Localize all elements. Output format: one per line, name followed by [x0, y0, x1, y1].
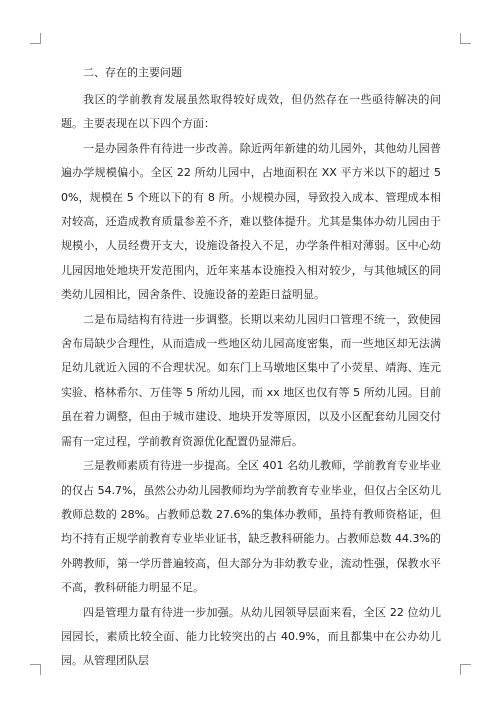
crop-mark-top-left [30, 33, 41, 44]
crop-mark-bottom-right [460, 664, 471, 675]
crop-mark-bottom-left [30, 664, 41, 675]
crop-mark-top-right [460, 33, 471, 44]
paragraph-teachers: 三是教师素质有待进一步提高。全区 401 名幼儿教师，学前教育专业毕业的仅占 54.7%，虽然公办幼儿园教师均为学前教育专业毕业，但仅占全区幼儿教师总数的 28%。占教师总数 27.6%的集体办教师，虽持有教师资格证，但均不持有正规学前教育专业毕业证书，缺乏教科研能力。占教师总数 44.3%的外聘教师，第一学历普遍较高，但大部分为非幼教专业，流动性强，保教水平不高，教科研能力明显不足。 [61, 459, 441, 595]
intro-paragraph: 我区的学前教育发展虽然取得较好成效，但仍然存在一些亟待解决的问题。主要表现在以下四个方面： [61, 93, 441, 131]
paragraph-facilities: 一是办园条件有待进一步改善。除近两年新建的幼儿园外，其他幼儿园普遍办学规模偏小。全区 22 所幼儿园中，占地面积在 XX 平方米以下的超过 50%，规模在 5 个班以下的有 8 所。小规模办园，导致投入成本、管理成本相对较高，还造成教育质量参差不齐，难以整体提升。尤其是集体办幼儿园由于规模小，人员经费开支大，设施设备投入不足，办学条件相对薄弱。区中心幼儿园因地处地块开发范围内，近年来基本设施投入相对较少，与其他城区的同类幼儿园相比，园舍条件、设施设备的差距日益明显。 [61, 141, 441, 302]
paragraph-layout: 二是布局结构有待进一步调整。长期以来幼儿园归口管理不统一，致使园舍布局缺少合理性，从而造成一些地区幼儿园高度密集，而一些地区却无法满足幼儿就近入园的不合理状况。如东门上马墩地区集中了小荧星、靖海、连元实验、格林希尔、万佳等 5 所幼儿园，而 xx 地区也仅有等 5 所幼儿园。目前虽在着力调整，但由于城市建设、地块开发等原因，以及小区配套幼儿园交付需有一定过程，学前教育资源优化配置仍显滞后。 [61, 312, 441, 448]
section-heading: 二、存在的主要问题 [83, 66, 182, 79]
document-body [61, 64, 441, 674]
paragraph-management: 四是管理力量有待进一步加强。从幼儿园领导层面来看，全区 22 位幼儿园园长，素质比较全面、能力比较突出的占 40.9%，而且都集中在公办幼儿园。从管理团队层 [61, 605, 441, 668]
